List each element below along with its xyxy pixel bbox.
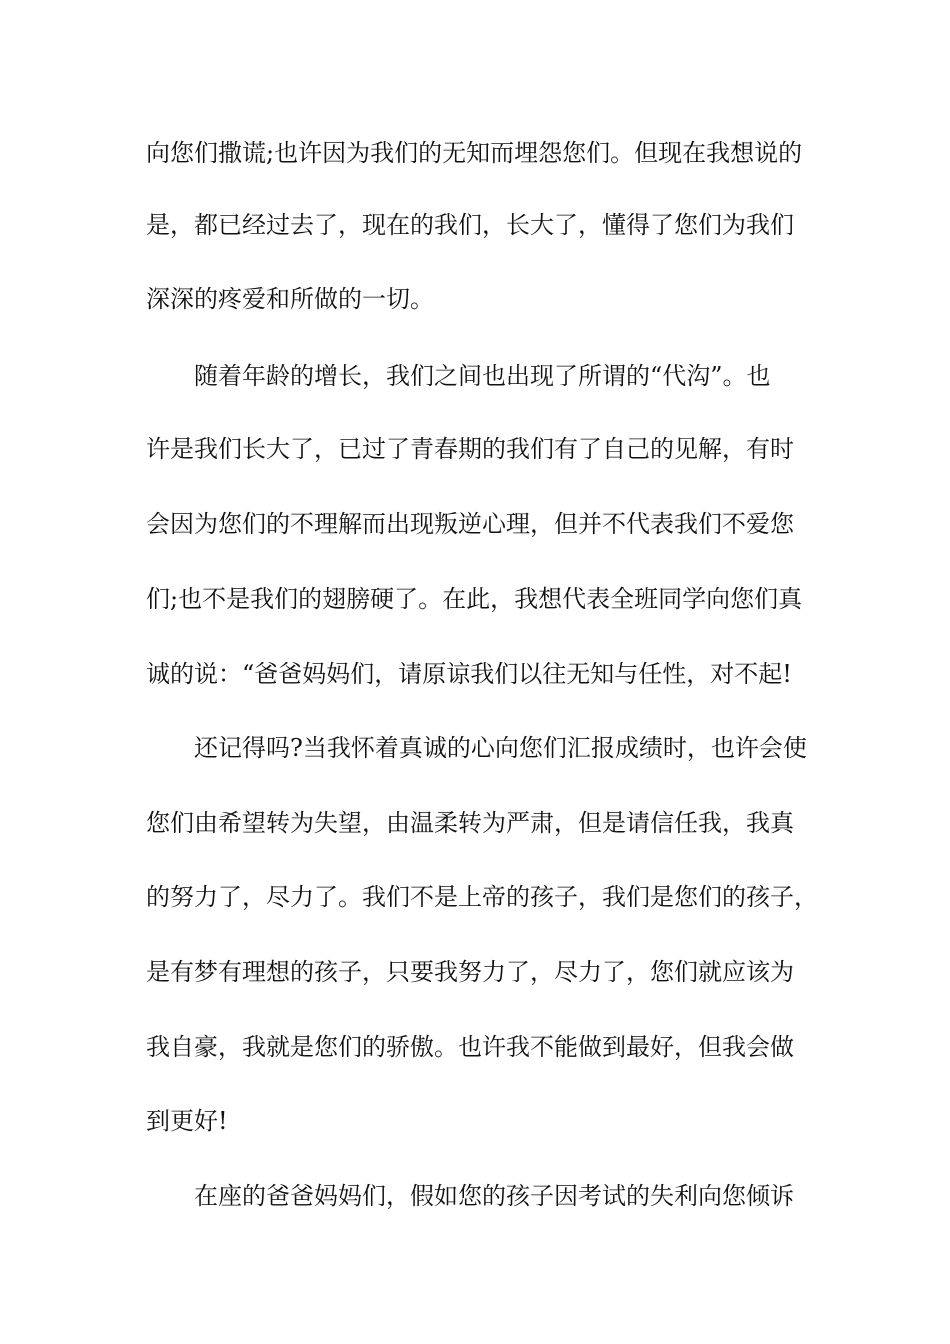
text-line: 会因为您们的不理解而出现叛逆心理，但并不代表我们不爱您 <box>146 510 794 538</box>
text-line: 诚的说：“爸爸妈妈们，请原谅我们以往无知与任性，对不起! <box>146 660 792 688</box>
text-line: 我自豪，我就是您们的骄傲。也许我不能做到最好，但我会做 <box>146 1033 794 1061</box>
text-line: 许是我们长大了，已过了青春期的我们有了自己的见解，有时 <box>146 435 794 463</box>
text-line: 到更好! <box>146 1107 228 1135</box>
text-line: 的努力了，尽力了。我们不是上帝的孩子，我们是您们的孩子， <box>146 883 818 911</box>
paragraph-start-line: 还记得吗?当我怀着真诚的心向您们汇报成绩时，也许会使 <box>194 734 807 762</box>
paragraph-start-line: 随着年龄的增长，我们之间也出现了所谓的“代沟”。也 <box>194 362 771 390</box>
text-line: 是，都已经过去了，现在的我们，长大了，懂得了您们为我们 <box>146 211 794 239</box>
text-line: 您们由希望转为失望，由温柔转为严肃，但是请信任我，我真 <box>146 809 794 837</box>
paragraph-start-line: 在座的爸爸妈妈们，假如您的孩子因考试的失利向您倾诉 <box>194 1182 794 1210</box>
text-line: 是有梦有理想的孩子，只要我努力了，尽力了，您们就应该为 <box>146 958 794 986</box>
text-line: 们;也不是我们的翅膀硬了。在此，我想代表全班同学向您们真 <box>146 585 803 613</box>
text-line: 向您们撒谎;也许因为我们的无知而埋怨您们。但现在我想说的 <box>146 139 803 167</box>
text-line: 深深的疼爱和所做的一切。 <box>146 285 434 313</box>
